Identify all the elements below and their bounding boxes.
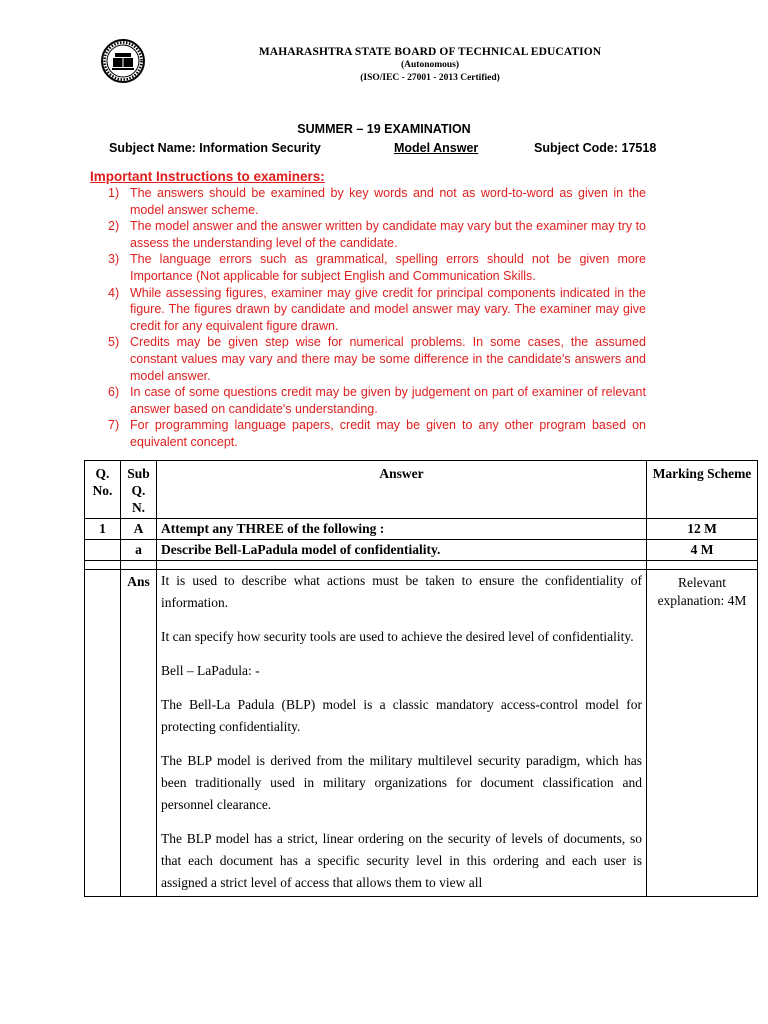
instruction-item: 1) The answers should be examined by key words and not as word-to-word as given in the model answer scheme. (108, 186, 646, 217)
answer-paragraph: It is used to describe what actions must be taken to ensure the confidentiality of information. (161, 573, 642, 610)
answer-body (157, 570, 647, 897)
instruction-item: 3) The language errors such as grammatical, spelling errors should not be given more Importance (Not applicable for subject English and Communication Skills. (108, 252, 646, 283)
header-qno: Q. No. (85, 461, 121, 519)
table-gap-row (85, 561, 758, 570)
instructions-block (90, 168, 646, 451)
answer-marking: Relevant explanation: 4M (647, 570, 758, 897)
subject-code: Subject Code: 17518 (534, 141, 657, 155)
autonomous-label: (Autonomous) (400, 60, 460, 70)
row2-qno (85, 540, 121, 561)
board-name: MAHARASHTRA STATE BOARD OF TECHNICAL EDUCATION (258, 46, 602, 58)
model-answer-label: Model Answer (394, 141, 479, 155)
row2-sub: a (121, 540, 157, 561)
instruction-item: 2) The model answer and the answer written by candidate may vary but the examiner may try to assess the understanding level of the candidate. (108, 219, 646, 250)
row1-sub: A (121, 519, 157, 540)
row1-text: Attempt any THREE of the following : (157, 519, 647, 540)
header-answer: Answer (157, 461, 647, 519)
table-row (85, 519, 758, 540)
table-header-row (85, 461, 758, 519)
answer-paragraph: Bell – LaPadula: - (161, 663, 260, 678)
instructions-title: Important Instructions to examiners: (90, 169, 325, 184)
answer-paragraph: The BLP model has a strict, linear ordering on the security of levels of documents, so that each document has a specific security level in this ordering and each user is assigned a strict level of access that allows them to view all (161, 831, 642, 890)
row1-qno: 1 (85, 519, 121, 540)
header-marking: Marking Scheme (647, 461, 758, 519)
msbte-logo (100, 38, 146, 84)
subject-name: Subject Name: Information Security (109, 141, 321, 155)
answer-row (85, 570, 758, 897)
answer-table (84, 460, 758, 897)
instruction-item: 5) Credits may be given step wise for numerical problems. In some cases, the assumed constant values may vary and there may be some difference in the candidate's answers and model answer. (108, 335, 646, 383)
table-row (85, 540, 758, 561)
header-subq: Sub Q. N. (121, 461, 157, 519)
answer-label: Ans (121, 570, 157, 897)
answer-paragraph: It can specify how security tools are used to achieve the desired level of confidentiality. (161, 629, 634, 644)
exam-title: SUMMER – 19 EXAMINATION (297, 122, 471, 136)
certified-label: (ISO/IEC - 27001 - 2013 Certified) (360, 73, 500, 83)
answer-qno (85, 570, 121, 897)
instruction-item: 6) In case of some questions credit may be given by judgement on part of examiner of relevant answer based on candidate's understanding. (108, 385, 646, 416)
row1-marks: 12 M (647, 519, 758, 540)
instructions-list (90, 185, 646, 451)
answer-paragraph: The BLP model is derived from the military multilevel security paradigm, which has been traditionally used in military organizations for document classification and personnel clearance. (161, 753, 642, 812)
instruction-item: 4) While assessing figures, examiner may give credit for principal components indicated in the figure. The figures drawn by candidate and model answer may vary. The examiner may give credit for any equivalent figure drawn. (108, 285, 646, 333)
row2-marks: 4 M (647, 540, 758, 561)
instruction-item: 7) For programming language papers, credit may be given to any other program based on equivalent concept. (108, 418, 646, 449)
answer-paragraph: The Bell-La Padula (BLP) model is a classic mandatory access-control model for protecting confidentiality. (161, 697, 642, 734)
row2-text: Describe Bell-LaPadula model of confidentiality. (157, 540, 647, 561)
